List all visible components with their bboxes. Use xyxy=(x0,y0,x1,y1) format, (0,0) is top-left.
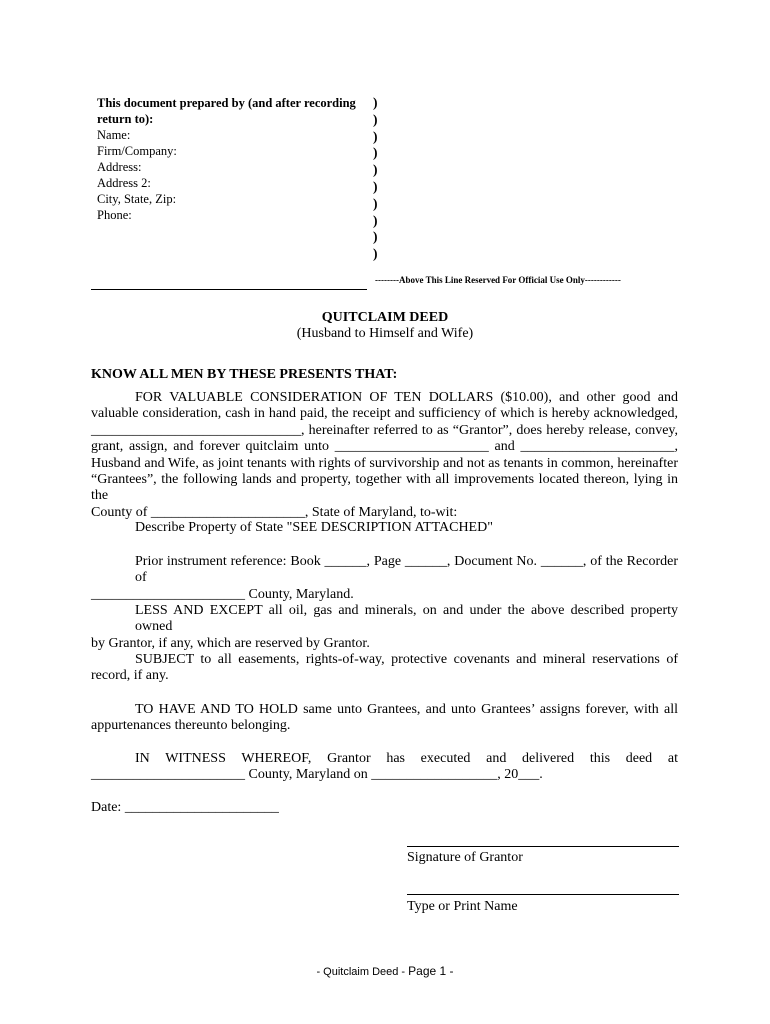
paren: ) xyxy=(373,111,378,127)
footer-page-number: Page 1 - xyxy=(408,964,454,978)
text-line: ______________________________, hereinafter referred to as “Grantor”, does hereby release, convey, xyxy=(91,422,678,438)
to-have-paragraph xyxy=(91,702,678,735)
know-all-men-heading: KNOW ALL MEN BY THESE PRESENTS THAT: xyxy=(91,367,398,382)
text-line: “Grantees”, the following lands and property, together with all improvements located thereon, lying in the xyxy=(91,472,678,504)
describe-property-line xyxy=(91,520,678,536)
signature-of-grantor-label: Signature of Grantor xyxy=(407,850,523,865)
preparer-heading-cont: return to): xyxy=(97,112,154,126)
paren: ) xyxy=(373,246,378,262)
name-label: Name: xyxy=(97,128,131,142)
paren: ) xyxy=(373,162,378,178)
city-state-zip-label: City, State, Zip: xyxy=(97,192,177,206)
less-except-paragraph xyxy=(91,603,678,652)
text-line: record, if any. xyxy=(91,668,169,684)
grantor-signature-line xyxy=(407,846,679,847)
text-line: SUBJECT to all easements, rights-of-way, protective covenants and mineral reservations of xyxy=(135,652,678,667)
official-use-notice: --------Above This Line Reserved For Official Use Only------------ xyxy=(375,275,621,285)
text-line: ______________________ County, Maryland. xyxy=(91,586,354,602)
address-label: Address: xyxy=(97,160,142,174)
page-footer xyxy=(0,964,770,978)
paren: ) xyxy=(373,212,378,228)
firm-label: Firm/Company: xyxy=(97,144,177,158)
prior-instrument-paragraph xyxy=(91,554,678,603)
text-line: appurtenances thereunto belonging. xyxy=(91,718,291,734)
text-line: grant, assign, and forever quitclaim unto ______________________ and ______________________, xyxy=(91,439,678,455)
subject-paragraph xyxy=(91,652,678,685)
paren: ) xyxy=(373,178,378,194)
text-line: Prior instrument reference: Book ______, Page ______, Document No. ______, of the Recorder of xyxy=(135,554,678,586)
footer-doc-name: - Quitclaim Deed - xyxy=(316,966,409,978)
text-line: IN WITNESS WHEREOF, Grantor has executed and delivered this deed at xyxy=(135,751,678,766)
paren: ) xyxy=(373,229,378,245)
address2-label: Address 2: xyxy=(97,176,151,190)
text-line: County of ______________________, State of Maryland, to-wit: xyxy=(91,504,458,520)
paren-column xyxy=(373,95,378,263)
witness-paragraph xyxy=(91,751,678,784)
recording-divider-line xyxy=(91,289,367,290)
text-line: LESS AND EXCEPT all oil, gas and minerals, on and under the above described property owned xyxy=(135,603,678,635)
text-line: valuable consideration, cash in hand paid, the receipt and sufficiency of which is hereby acknowledged, xyxy=(91,406,678,422)
paren: ) xyxy=(373,145,378,161)
text-line: Describe Property of State "SEE DESCRIPTION ATTACHED" xyxy=(135,520,493,535)
type-or-print-name-label: Type or Print Name xyxy=(407,899,518,914)
print-name-line xyxy=(407,894,679,895)
phone-label: Phone: xyxy=(97,208,132,222)
text-line: TO HAVE AND TO HOLD same unto Grantees, and unto Grantees’ assigns forever, with all xyxy=(135,702,678,717)
text-line: by Grantor, if any, which are reserved by Grantor. xyxy=(91,635,370,651)
date-line xyxy=(91,800,678,816)
preparer-block xyxy=(97,95,372,223)
paren: ) xyxy=(373,195,378,211)
consideration-paragraph xyxy=(91,390,678,521)
paren: ) xyxy=(373,95,378,110)
text-line: FOR VALUABLE CONSIDERATION OF TEN DOLLARS ($10.00), and other good and xyxy=(135,390,678,405)
text-line: ______________________ County, Maryland on __________________, 20___. xyxy=(91,767,543,783)
text-line: Husband and Wife, as joint tenants with rights of survivorship and not as tenants in common, hereinafter xyxy=(91,455,678,471)
date-field: Date: ______________________ xyxy=(91,800,279,815)
paren: ) xyxy=(373,128,378,144)
document-subtitle: (Husband to Himself and Wife) xyxy=(296,326,474,341)
preparer-heading: This document prepared by (and after recording xyxy=(97,96,356,110)
document-title: QUITCLAIM DEED xyxy=(321,310,449,325)
